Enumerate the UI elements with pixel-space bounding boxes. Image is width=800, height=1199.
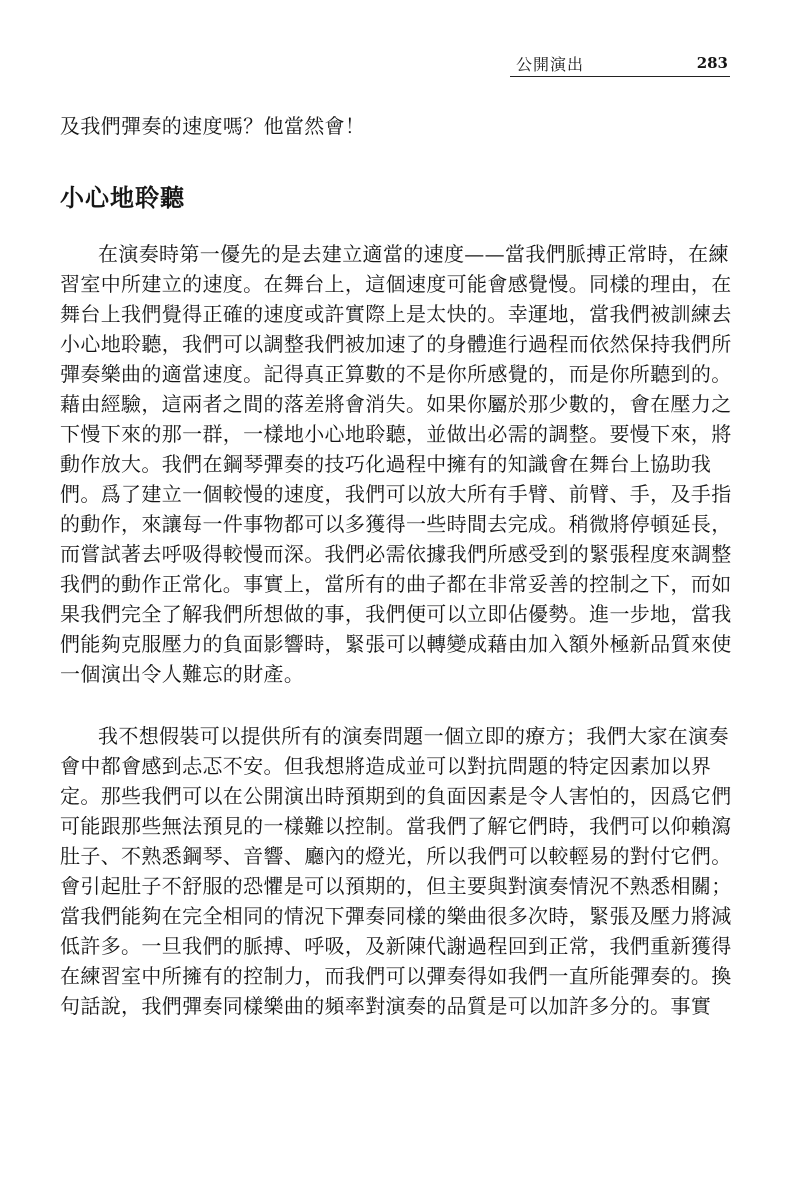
paragraph-line: 一個演出令人難忘的財產。 — [60, 662, 305, 686]
paragraph-line: 動作放大。我們在鋼琴彈奏的技巧化過程中擁有的知識會在舞台上協助我 — [60, 452, 712, 476]
paragraph-line: 可能跟那些無法預見的一樣難以控制。當我們了解它們時，我們可以仰賴瀉 — [60, 814, 732, 838]
paragraph-line: 果我們完全了解我們所想做的事，我們便可以立即佔優勢。進一步地，當我 — [60, 602, 732, 626]
paragraph-line: 低許多。一旦我們的脈搏、呼吸，及新陳代謝過程回到正常，我們重新獲得 — [60, 934, 732, 958]
paragraph-line: 在演奏時第一優先的是去建立適當的速度——當我們脈搏正常時，在練 — [98, 242, 729, 266]
running-header — [510, 50, 730, 77]
paragraph-line: 在練習室中所擁有的控制力，而我們可以彈奏得如我們一直所能彈奏的。換 — [60, 964, 732, 988]
paragraph-line: 我不想假裝可以提供所有的演奏問題一個立即的療方；我們大家在演奏 — [98, 724, 729, 748]
paragraph-line: 會引起肚子不舒服的恐懼是可以預期的，但主要與對演奏情況不熟悉相關； — [60, 874, 732, 898]
paragraph-line: 句話說，我們彈奏同樣樂曲的頻率對演奏的品質是可以加許多分的。事實 — [60, 994, 712, 1018]
paragraph-line: 習室中所建立的速度。在舞台上，這個速度可能會感覺慢。同樣的理由，在 — [60, 272, 732, 296]
paragraph-line: 彈奏樂曲的適當速度。記得真正算數的不是你所感覺的，而是你所聽到的。 — [60, 362, 732, 386]
section-heading: 小心地聆聽 — [60, 183, 185, 212]
paragraph-line: 當我們能夠在完全相同的情況下彈奏同樣的樂曲很多次時，緊張及壓力將減 — [60, 904, 732, 928]
paragraph-line: 們能夠克服壓力的負面影響時，緊張可以轉變成藉由加入額外極新品質來使 — [60, 632, 732, 656]
paragraph-line: 的動作，來讓每一件事物都可以多獲得一些時間去完成。稍微將停頓延長， — [60, 512, 732, 536]
header-section-title: 公開演出 — [516, 55, 585, 74]
paragraph-line: 定。那些我們可以在公開演出時預期到的負面因素是令人害怕的，因爲它們 — [60, 784, 732, 808]
page-number: 283 — [696, 54, 728, 72]
paragraph-line: 們。爲了建立一個較慢的速度，我們可以放大所有手臂、前臂、手，及手指 — [60, 482, 732, 506]
paragraph-line: 肚子、不熟悉鋼琴、音響、廳內的燈光，所以我們可以較輕易的對付它們。 — [60, 844, 732, 868]
intro-line: 及我們彈奏的速度嗎？他當然會！ — [60, 114, 366, 138]
paragraph-line: 藉由經驗，這兩者之間的落差將會消失。如果你屬於那少數的，會在壓力之 — [60, 392, 732, 416]
paragraph-line: 我們的動作正常化。事實上，當所有的曲子都在非常妥善的控制之下，而如 — [60, 572, 732, 596]
paragraph-line: 舞台上我們覺得正確的速度或許實際上是太快的。幸運地，當我們被訓練去 — [60, 302, 732, 326]
paragraph-line: 小心地聆聽，我們可以調整我們被加速了的身體進行過程而依然保持我們所 — [60, 332, 732, 356]
paragraph-line: 會中都會感到忐忑不安。但我想將造成並可以對抗問題的特定因素加以界 — [60, 754, 712, 778]
paragraph-line: 而嘗試著去呼吸得較慢而深。我們必需依據我們所感受到的緊張程度來調整 — [60, 542, 732, 566]
paragraph-line: 下慢下來的那一群，一樣地小心地聆聽，並做出必需的調整。要慢下來，將 — [60, 422, 732, 446]
